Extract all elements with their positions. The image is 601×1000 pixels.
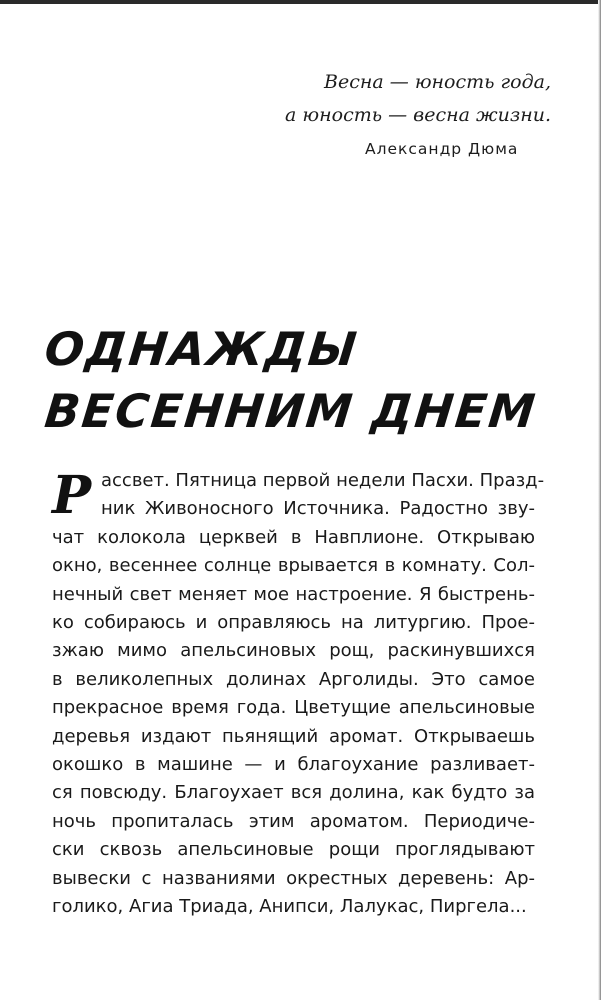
body-line: ночь пропиталась этим ароматом. Периодиче- [52,810,535,832]
drop-cap: Р [52,465,92,526]
epigraph-author: Александр Дюма [365,140,519,158]
chapter-title [42,318,565,442]
epigraph [231,66,551,132]
body-line: голико, Агиа Триада, Анипси, Лалукас, Пиргела... [52,896,527,918]
body-line: прекрасное время года. Цветущие апельсиновые [52,697,535,719]
body-line: ник Живоносного Источника. Радостно зву- [101,498,535,520]
epigraph-line: а юность — весна жизни. [285,104,551,126]
scan-top-edge [0,0,601,4]
body-line: зжаю мимо апельсиновых рощ, раскинувшихся [52,640,535,662]
epigraph-line: Весна — юность года, [324,71,551,93]
body-line: ся повсюду. Благоухает вся долина, как будто за [52,782,535,804]
body-line: ассвет. Пятница первой недели Пасхи. Празд- [101,470,545,491]
body-line: в великолепных долинах Арголиды. Это самое [52,668,535,690]
body-line: вывески с названиями окрестных деревень: Ар- [52,867,535,889]
body-line: нечный свет меняет мое настроение. Я быстрень- [52,583,535,605]
body-line: окошко в машине — и благоухание разливает- [52,754,535,776]
body-line: ко собираюсь и оправляюсь на литургию. Прое- [52,612,535,634]
chapter-title-line: ОДНАЖДЫ [42,322,361,376]
body-line: деревья издают пьянящий аромат. Открываешь [52,725,535,747]
body-line: чат колокола церквей в Навплионе. Открываю [52,526,535,548]
body-line: окно, весеннее солнце врывается в комнату. Сол- [52,555,535,577]
body-line: ски сквозь апельсиновые рощи проглядывают [52,839,535,861]
body-text [52,467,545,922]
chapter-title-line: ВЕСЕННИМ ДНЕМ [42,384,540,438]
